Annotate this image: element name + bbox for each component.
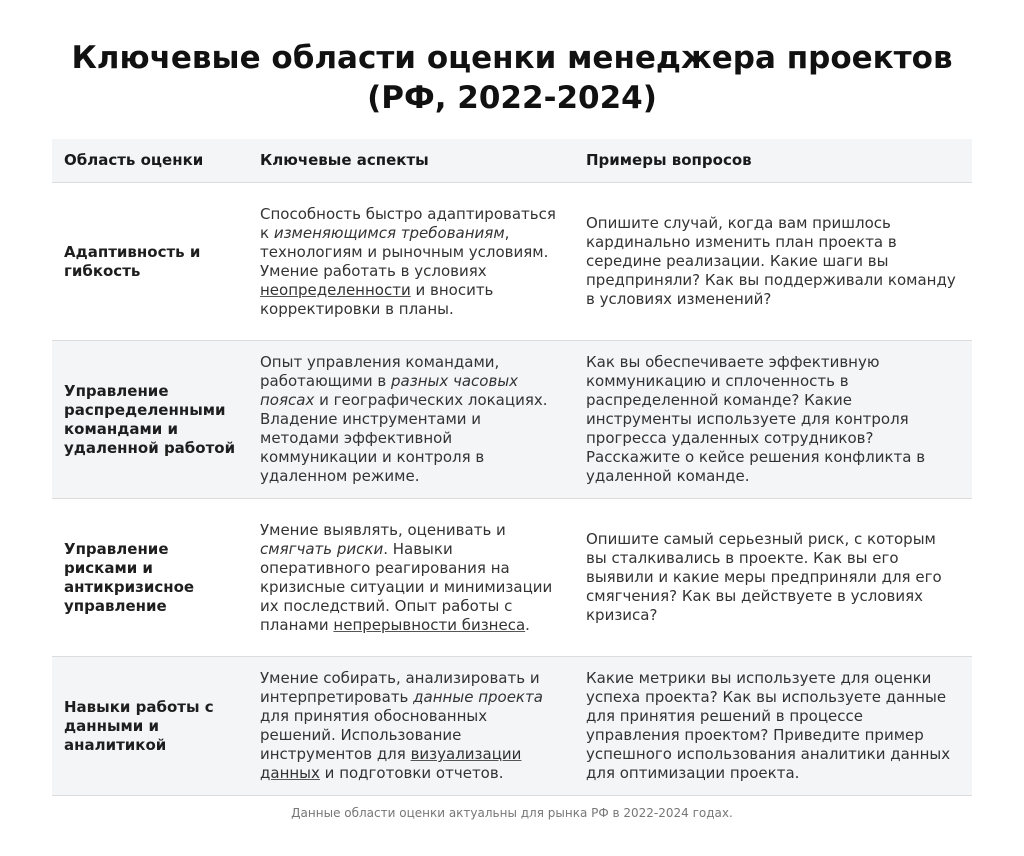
questions-cell (574, 657, 972, 795)
aspects-text: Опыт управления командами, работающими в разных часовых поясах и географических локациях. Владение инструментами и методами эффективной коммуникации и контроля в удаленном режиме. (260, 353, 548, 485)
questions-cell (574, 499, 972, 656)
table-row (52, 657, 972, 796)
area-cell (52, 657, 248, 795)
aspects-text: Умение выявлять, оценивать и смягчать риски. Навыки оперативного реагирования на кризисные ситуации и минимизации их последствий. Опыт работы с планами непрерывности бизнеса. (260, 520, 553, 634)
aspects-cell (248, 499, 574, 656)
table-row (52, 341, 972, 499)
underlined-text: непрерывности бизнеса (333, 615, 526, 634)
aspects-text: Способность быстро адаптироваться к изменяющимся требованиям, технологиям и рыночным условиям. Умение работать в условиях неопределенности и вносить корректировки в планы. (260, 204, 556, 318)
area-label: Навыки работы с данными и аналитикой (64, 697, 214, 754)
area-cell (52, 341, 248, 498)
assessment-table (52, 139, 972, 796)
questions-text: Опишите самый серьезный риск, с которым вы сталкивались в проекте. Как вы его выявили и какие меры предприняли для его смягчения? Как вы действуете в условиях кризиса? (586, 530, 942, 624)
emphasis-text: изменяющимся требованиям (273, 223, 505, 242)
table-row (52, 499, 972, 657)
page-title-line-1: Ключевые области оценки менеджера проектов (71, 40, 953, 76)
emphasis-text: смягчать риски (260, 539, 384, 558)
emphasis-text: разных часовых поясах (260, 372, 519, 409)
questions-cell (574, 183, 972, 340)
aspects-cell (248, 341, 574, 498)
page-title-line-2: (РФ, 2022-2024) (367, 80, 657, 116)
area-cell (52, 499, 248, 656)
column-header-area: Область оценки (64, 151, 204, 169)
questions-cell (574, 341, 972, 498)
questions-text: Какие метрики вы используете для оценки успеха проекта? Как вы используете данные для принятия решений в процессе управления проектом? Приведите пример успешного использования аналитики данных для оптимизации проекта. (586, 669, 951, 782)
footnote: Данные области оценки актуальны для рынка РФ в 2022-2024 годах. (291, 806, 733, 820)
column-header-aspects: Ключевые аспекты (260, 151, 429, 169)
table-row (52, 183, 972, 341)
emphasis-text: данные проекта (413, 688, 543, 706)
aspects-text: Умение собирать, анализировать и интерпретировать данные проекта для принятия обоснованных решений. Использование инструментов для визуализации данных и подготовки отчетов. (260, 669, 543, 782)
questions-text: Опишите случай, когда вам пришлось кардинально изменить план проекта в середине реализации. Какие шаги вы предприняли? Как вы поддерживали команду в условиях изменений? (586, 214, 956, 308)
area-cell (52, 183, 248, 340)
questions-text: Как вы обеспечиваете эффективную коммуникацию и сплоченность в распределенной команде? Какие инструменты используете для контроля прогресса удаленных сотрудников? Расскажите о кейсе решения конфликта в удаленной команде. (586, 353, 926, 485)
column-header-questions: Примеры вопросов (586, 151, 752, 169)
aspects-cell (248, 657, 574, 795)
aspects-cell (248, 183, 574, 340)
underlined-text: визуализации данных (260, 745, 522, 782)
area-label: Управление распределенными командами и удаленной работой (64, 381, 236, 457)
area-label: Управление рисками и антикризисное управление (64, 539, 195, 615)
table-header-row (52, 139, 972, 183)
area-label: Адаптивность и гибкость (64, 242, 201, 280)
page-title (0, 38, 1024, 118)
underlined-text: неопределенности (260, 280, 411, 299)
